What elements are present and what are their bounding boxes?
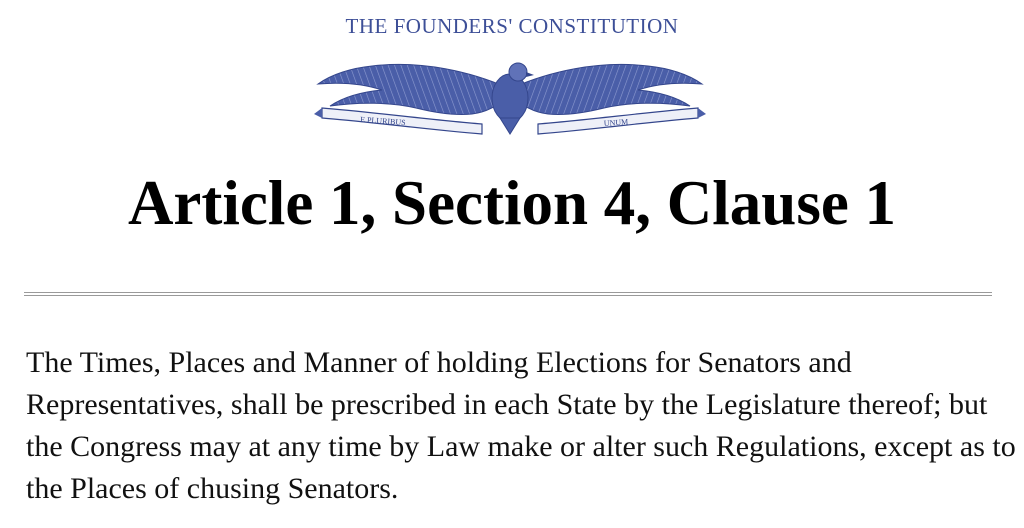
- svg-text:UNUM: UNUM: [603, 117, 629, 128]
- svg-text:E PLURIBUS: E PLURIBUS: [359, 115, 406, 128]
- section-divider: [24, 292, 992, 296]
- page-header: [0, 0, 1024, 140]
- site-title: THE FOUNDERS' CONSTITUTION: [345, 14, 679, 38]
- page-title: Article 1, Section 4, Clause 1: [127, 168, 897, 238]
- clause-text: The Times, Places and Manner of holding Elections for Senators and Representatives, shall be prescribed in each State by the Legislature thereof; but the Congress may at any time by Law make or alter such Regulations, except as to the Places of chusing Senators.: [26, 346, 1016, 505]
- eagle-emblem-icon: [312, 50, 708, 136]
